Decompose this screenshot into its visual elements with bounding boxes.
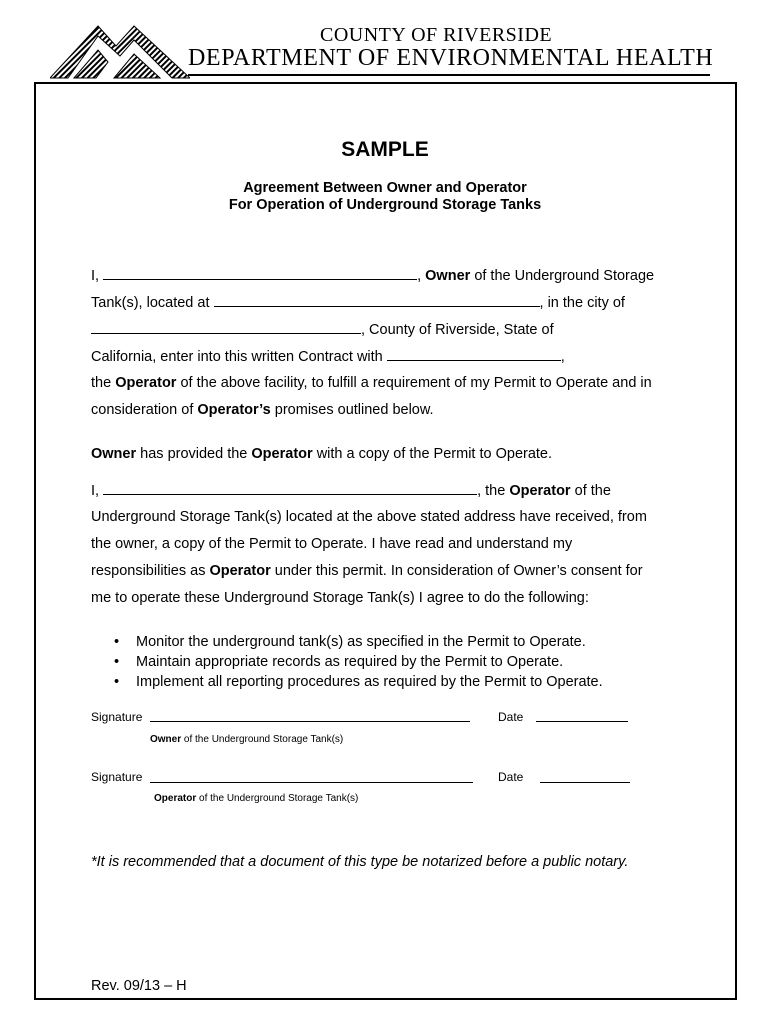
bullet-icon: • bbox=[114, 654, 120, 670]
owner-provided-line: Owner has provided the Operator with a copy of the Permit to Operate. bbox=[91, 446, 553, 462]
owner-date-label: Date bbox=[498, 710, 524, 724]
operator-signature-row: Signature bbox=[91, 770, 143, 784]
revision-label: Rev. 09/13 – H bbox=[91, 978, 187, 994]
city-field[interactable] bbox=[91, 321, 361, 334]
header-rule bbox=[188, 74, 710, 76]
owner-date-field[interactable] bbox=[536, 721, 628, 722]
county-name: COUNTY OF RIVERSIDE bbox=[320, 24, 553, 46]
operator-role-caption: Operator of the Underground Storage Tank(s) bbox=[154, 793, 359, 804]
agreement-subtitle: For Operation of Underground Storage Tanks bbox=[228, 197, 542, 213]
operator-date-field[interactable] bbox=[540, 782, 630, 783]
owner-line-2: Tank(s), located at , in the city of bbox=[91, 295, 625, 311]
operator-line-2: Underground Storage Tank(s) located at the above stated address have received, from bbox=[91, 509, 647, 525]
department-name: DEPARTMENT OF ENVIRONMENTAL HEALTH bbox=[188, 45, 714, 71]
bullet-icon: • bbox=[114, 674, 120, 690]
operator-line-4: responsibilities as Operator under this permit. In consideration of Owner’s consent for bbox=[91, 563, 643, 579]
sample-title: SAMPLE bbox=[341, 138, 429, 161]
owner-line-1: I, , Owner of the Underground Storage bbox=[91, 268, 655, 284]
owner-role-caption: Owner of the Underground Storage Tank(s) bbox=[150, 734, 344, 745]
owner-name-field[interactable] bbox=[103, 267, 417, 280]
owner-line-3: , County of Riverside, State of bbox=[91, 321, 554, 338]
owner-line-6: consideration of Operator’s promises outlined below. bbox=[91, 402, 434, 418]
operator-contract-field[interactable] bbox=[387, 348, 561, 361]
bullet-icon: • bbox=[114, 634, 120, 650]
list-item: • Implement all reporting procedures as required by the Permit to Operate. bbox=[114, 674, 603, 690]
letterhead bbox=[50, 18, 715, 82]
tank-location-field[interactable] bbox=[214, 294, 540, 307]
agreement-title: Agreement Between Owner and Operator bbox=[243, 180, 527, 196]
owner-line-5: the Operator of the above facility, to fulfill a requirement of my Permit to Operate and in bbox=[91, 375, 652, 391]
owner-signature-field[interactable] bbox=[150, 721, 470, 722]
duties-list bbox=[110, 632, 603, 692]
operator-name-field[interactable] bbox=[103, 482, 477, 495]
operator-line-5: me to operate these Underground Storage Tank(s) I agree to do the following: bbox=[91, 590, 589, 606]
list-item: • Maintain appropriate records as required by the Permit to Operate. bbox=[114, 654, 564, 670]
list-item: • Monitor the underground tank(s) as specified in the Permit to Operate. bbox=[114, 634, 586, 650]
notary-note: *It is recommended that a document of this type be notarized before a public notary. bbox=[91, 854, 629, 870]
operator-line-1: I, , the Operator of the bbox=[91, 483, 611, 499]
owner-line-4: California, enter into this written Contract with , bbox=[91, 349, 565, 365]
county-mountain-logo bbox=[50, 18, 190, 80]
operator-line-3: the owner, a copy of the Permit to Operate. I have read and understand my bbox=[91, 536, 573, 552]
owner-signature-row: Signature bbox=[91, 710, 143, 724]
operator-date-label: Date bbox=[498, 770, 524, 784]
operator-signature-field[interactable] bbox=[150, 782, 473, 783]
